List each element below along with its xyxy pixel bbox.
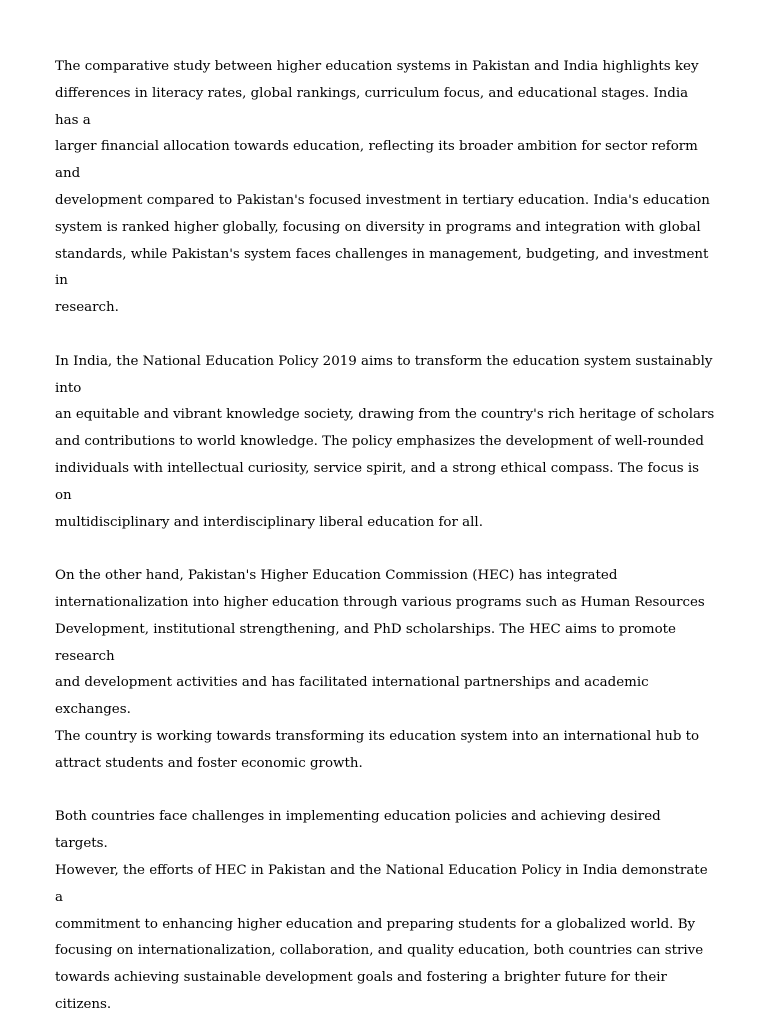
document-body (55, 54, 715, 1019)
paragraph-conclusion: Both countries face challenges in implementing education policies and achieving desired targets. However, the efforts of HEC in Pakistan and the National Education Policy in India demonstrate a commitment to enhancing higher education and preparing students for a globalized world. By focusing on internationalization, collaboration, and quality education, both countries can strive towards achieving sustainable development goals and fostering a brighter future for their citizens. (55, 809, 708, 1012)
paragraph-pakistan-hec: On the other hand, Pakistan's Higher Education Commission (HEC) has integrated internationalization into higher education through various programs such as Human Resources Development, institutional strengthening, and PhD scholarships. The HEC aims to promote research and development activities and has facilitated international partnerships and academic exchanges. The country is working towards transforming its education system into an international hub to attract students and foster economic growth. (55, 568, 705, 771)
paragraph-comparative-study: The comparative study between higher education systems in Pakistan and India highlights key differences in literacy rates, global rankings, curriculum focus, and educational stages. India has a larger financial allocation towards education, reflecting its broader ambition for sector reform and development compared to Pakistan's focused investment in tertiary education. India's education system is ranked higher globally, focusing on diversity in programs and integration with global standards, while Pakistan's system faces challenges in management, budgeting, and investment in research. (55, 59, 710, 316)
paragraph-india-policy: In India, the National Education Policy 2019 aims to transform the education system sustainably into an equitable and vibrant knowledge society, drawing from the country's rich heritage of scholars and contributions to world knowledge. The policy emphasizes the development of well-rounded individuals with intellectual curiosity, service spirit, and a strong ethical compass. The focus is on multidisciplinary and interdisciplinary liberal education for all. (55, 353, 715, 530)
